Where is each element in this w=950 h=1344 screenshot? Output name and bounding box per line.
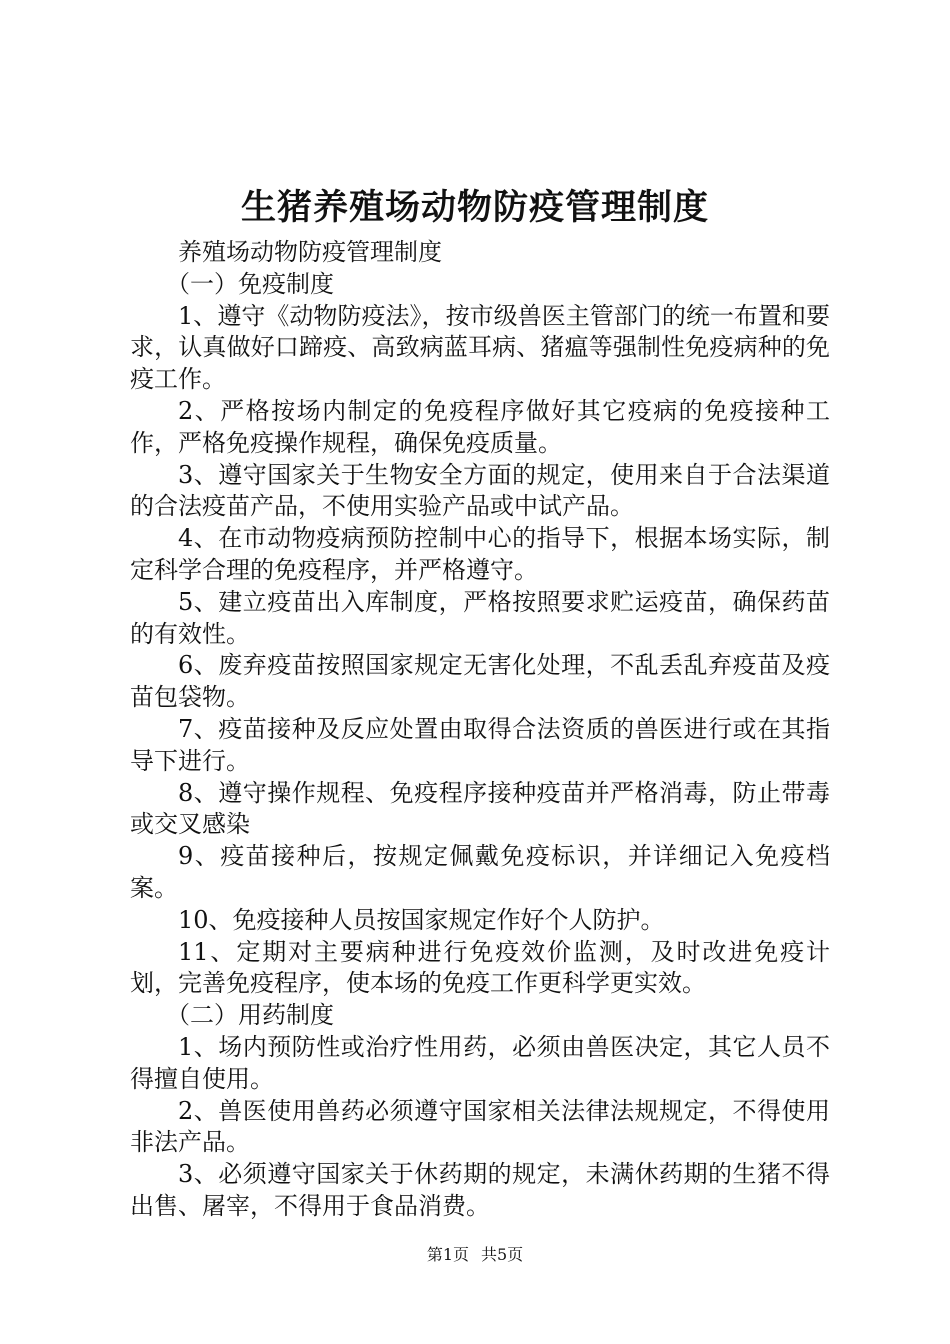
paragraph: 1、场内预防性或治疗性用药，必须由兽医决定，其它人员不得擅自使用。 <box>130 1032 830 1093</box>
paragraph: 9、疫苗接种后，按规定佩戴免疫标识，并详细记入免疫档案。 <box>130 842 830 902</box>
section-heading: （二）用药制度 <box>166 1001 334 1030</box>
paragraph: 4、在市动物疫病预防控制中心的指导下，根据本场实际，制定科学合理的免疫程序，并严格遵守。 <box>130 524 830 584</box>
paragraph: 3、遵守国家关于生物安全方面的规定，使用来自于合法渠道的合法疫苗产品，不使用实验产品或中试产品。 <box>130 460 830 521</box>
page-number: 第1页 <box>426 1245 469 1264</box>
paragraph: 7、疫苗接种及反应处置由取得合法资质的兽医进行或在其指导下进行。 <box>130 714 830 775</box>
document-title: 生猪养殖场动物防疫管理制度 <box>240 188 709 228</box>
paragraph: 8、遵守操作规程、免疫程序接种疫苗并严格消毒，防止带毒或交叉感染 <box>130 778 830 839</box>
paragraph: 1、遵守《动物防疫法》，按市级兽医主管部门的统一布置和要求，认真做好口蹄疫、高致病蓝耳病、猪瘟等强制性免疫病种的免疫工作。 <box>130 301 830 394</box>
paragraph: 5、建立疫苗出入库制度，严格按照要求贮运疫苗，确保药苗的有效性。 <box>130 587 830 648</box>
document-body <box>130 237 830 1223</box>
section-heading: （一）免疫制度 <box>166 269 334 298</box>
paragraph: 10、免疫接种人员按国家规定作好个人防护。 <box>178 905 665 934</box>
page-total: 共5页 <box>481 1245 524 1264</box>
page-footer <box>0 1244 950 1266</box>
paragraph: 养殖场动物防疫管理制度 <box>178 238 442 266</box>
paragraph: 6、废弃疫苗按照国家规定无害化处理，不乱丢乱弃疫苗及疫苗包袋物。 <box>130 651 830 712</box>
paragraph: 2、严格按场内制定的免疫程序做好其它疫病的免疫接种工作，严格免疫操作规程，确保免疫质量。 <box>130 396 830 457</box>
paragraph: 3、必须遵守国家关于休药期的规定，未满休药期的生猪不得出售、屠宰，不得用于食品消费。 <box>130 1160 830 1220</box>
paragraph: 2、兽医使用兽药必须遵守国家相关法律法规规定，不得使用非法产品。 <box>130 1096 830 1157</box>
paragraph: 11、定期对主要病种进行免疫效价监测，及时改进免疫计划，完善免疫程序，使本场的免疫工作更科学更实效。 <box>130 937 830 998</box>
